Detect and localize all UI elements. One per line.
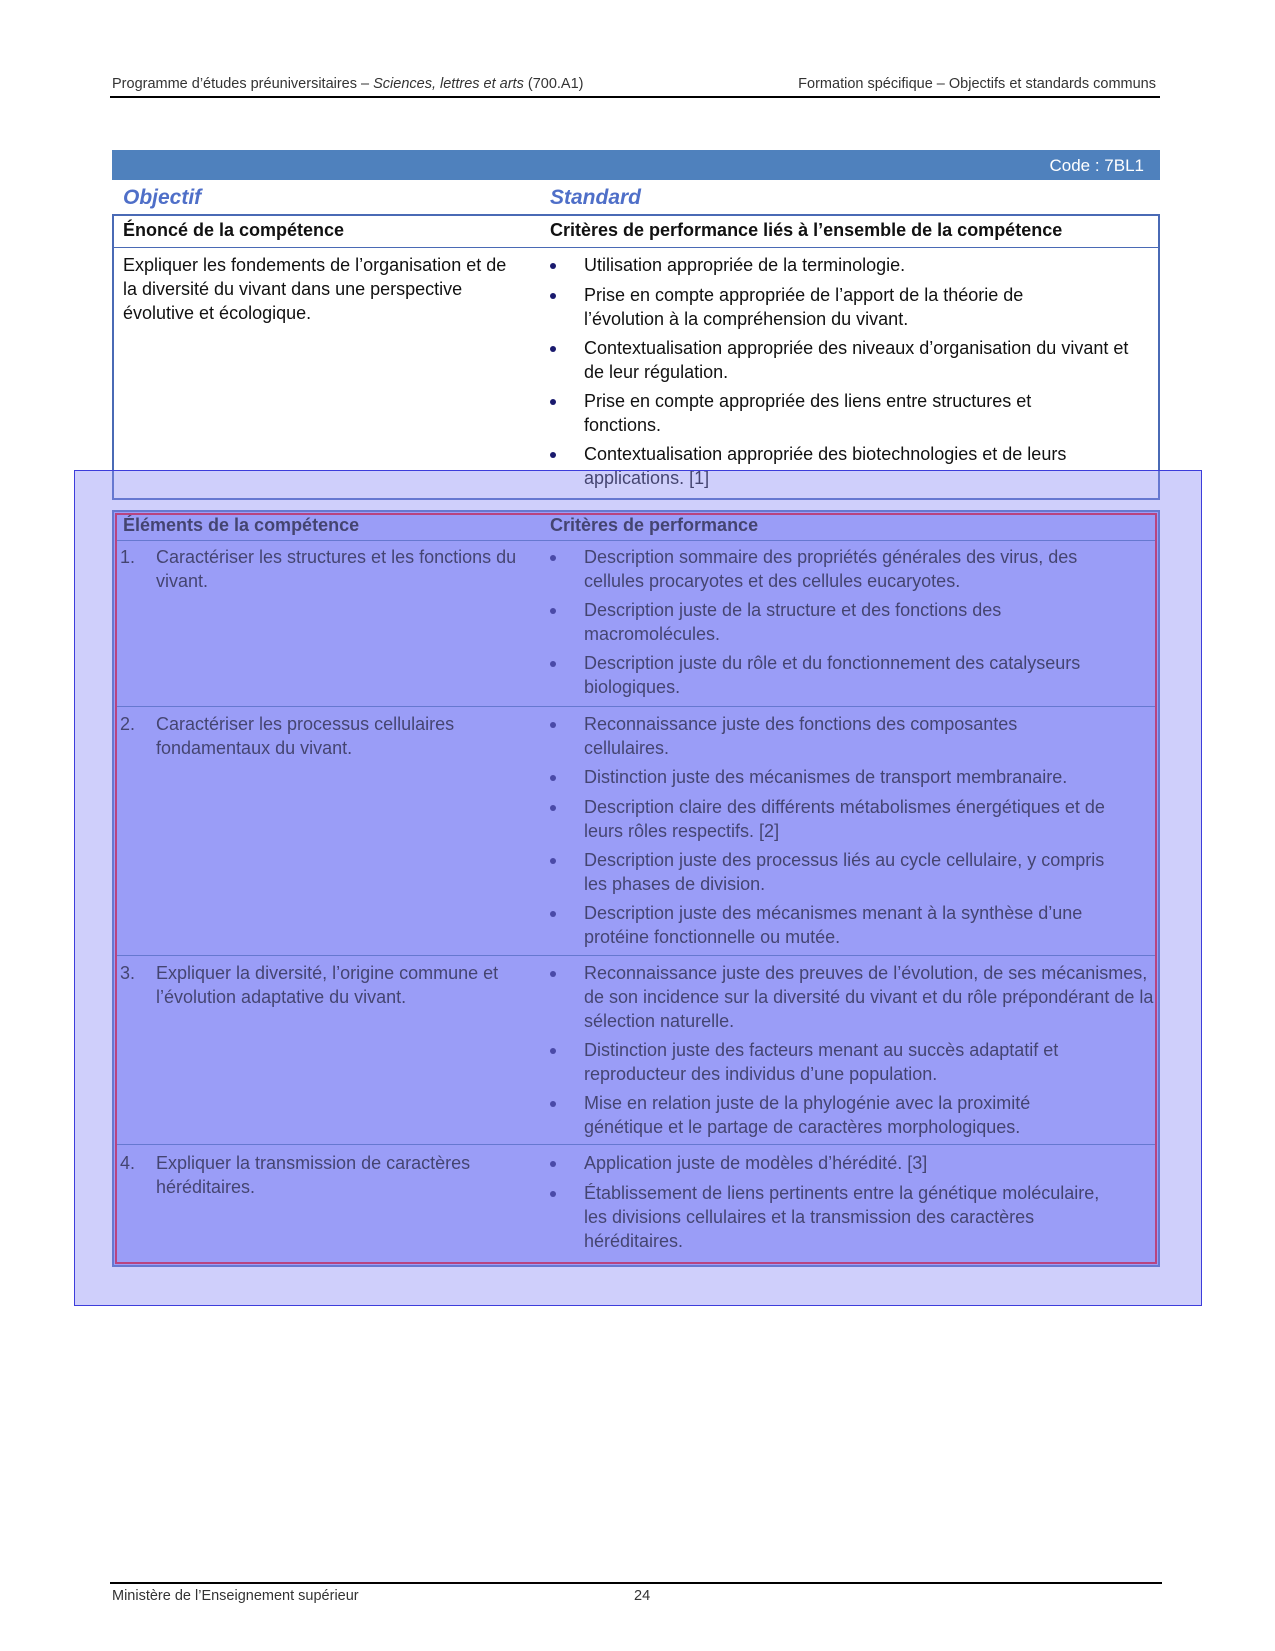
competency-code: Code : 7BL1 xyxy=(1049,156,1144,175)
element-criterion: Description claire des différents métabolismes énergétiques et de leurs rôles respectifs. [2] xyxy=(584,795,1134,843)
global-criterion: Utilisation appropriée de la terminologie. xyxy=(584,253,1144,277)
enonce-heading: Énoncé de la compétence xyxy=(123,220,345,240)
global-criterion: Contextualisation appropriée des niveaux d’organisation du vivant et de leur régulation. xyxy=(584,336,1134,384)
enonce-text: Expliquer les fondements de l’organisation et de la diversité du vivant dans une perspective évolutive et écologique. xyxy=(123,255,507,323)
header-section: Formation spécifique – Objectifs et standards communs xyxy=(798,76,1156,92)
bullet-icon xyxy=(550,399,556,405)
bullet-icon xyxy=(550,346,556,352)
elements-criteria-heading: Critères de performance xyxy=(550,515,759,535)
table-rule xyxy=(113,247,1159,248)
element-criterion: Reconnaissance juste des preuves de l’évolution, de ses mécanismes, de son incidence sur la diversité du vivant et du rôle prépondérant de la sélection naturelle. xyxy=(584,961,1154,1033)
element-criterion: Établissement de liens pertinents entre la génétique moléculaire, les divisions cellulaires et la transmission des caractères héréditaires. xyxy=(584,1181,1124,1253)
selection-overlay xyxy=(74,470,1202,1306)
element-criterion: Description juste de la structure et des fonctions des macromolécules. xyxy=(584,598,1104,646)
element-criterion: Description sommaire des propriétés générales des virus, des cellules procaryotes et des cellules eucaryotes. xyxy=(584,545,1124,593)
global-criterion: Contextualisation appropriée des biotechnologies et de leurs applications. [1] xyxy=(584,442,1144,490)
footer-ministry: Ministère de l’Enseignement supérieur xyxy=(112,1588,359,1604)
element-item: 3. Expliquer la diversité, l’origine commune et l’évolution adaptative du vivant. xyxy=(120,963,499,1007)
standard-heading: Standard xyxy=(550,186,642,209)
element-criterion: Application juste de modèles d’hérédité. [3] xyxy=(584,1151,1124,1175)
footer-rule xyxy=(110,1582,1162,1584)
bullet-icon xyxy=(550,263,556,269)
elements-heading: Éléments de la compétence xyxy=(123,515,360,535)
element-criterion: Mise en relation juste de la phylogénie avec la proximité génétique et le partage de caractères morphologiques. xyxy=(584,1091,1114,1139)
element-item: 1. Caractériser les structures et les fonctions du vivant. xyxy=(120,547,517,591)
element-criterion: Distinction juste des mécanismes de transport membranaire. xyxy=(584,765,1144,789)
bullet-icon xyxy=(550,293,556,299)
bullet-icon xyxy=(550,452,556,458)
element-item: 2. Caractériser les processus cellulaires fondamentaux du vivant. xyxy=(120,714,455,758)
element-criterion: Description juste des mécanismes menant à la synthèse d’une protéine fonctionnelle ou mutée. xyxy=(584,901,1114,949)
element-criterion: Description juste des processus liés au cycle cellulaire, y compris les phases de division. xyxy=(584,848,1114,896)
element-criterion: Distinction juste des facteurs menant au succès adaptatif et reproducteur des individus d’une population. xyxy=(584,1038,1134,1086)
running-header xyxy=(110,76,1160,98)
global-criteria-heading: Critères de performance liés à l’ensemble de la compétence xyxy=(550,220,1063,240)
global-criterion: Prise en compte appropriée des liens entre structures et fonctions. xyxy=(584,389,1104,437)
code-bar xyxy=(112,150,1160,180)
objectif-heading: Objectif xyxy=(123,186,202,209)
element-item: 4. Expliquer la transmission de caractères héréditaires. xyxy=(120,1153,471,1197)
element-criterion: Description juste du rôle et du fonctionnement des catalyseurs biologiques. xyxy=(584,651,1094,699)
global-criterion: Prise en compte appropriée de l’apport de la théorie de l’évolution à la compréhension du vivant. xyxy=(584,283,1104,331)
page-number: 24 xyxy=(634,1588,651,1604)
element-criterion: Reconnaissance juste des fonctions des composantes cellulaires. xyxy=(584,712,1094,760)
header-program: Programme d’études préuniversitaires – Sciences, lettres et arts (700.A1) xyxy=(112,76,584,92)
